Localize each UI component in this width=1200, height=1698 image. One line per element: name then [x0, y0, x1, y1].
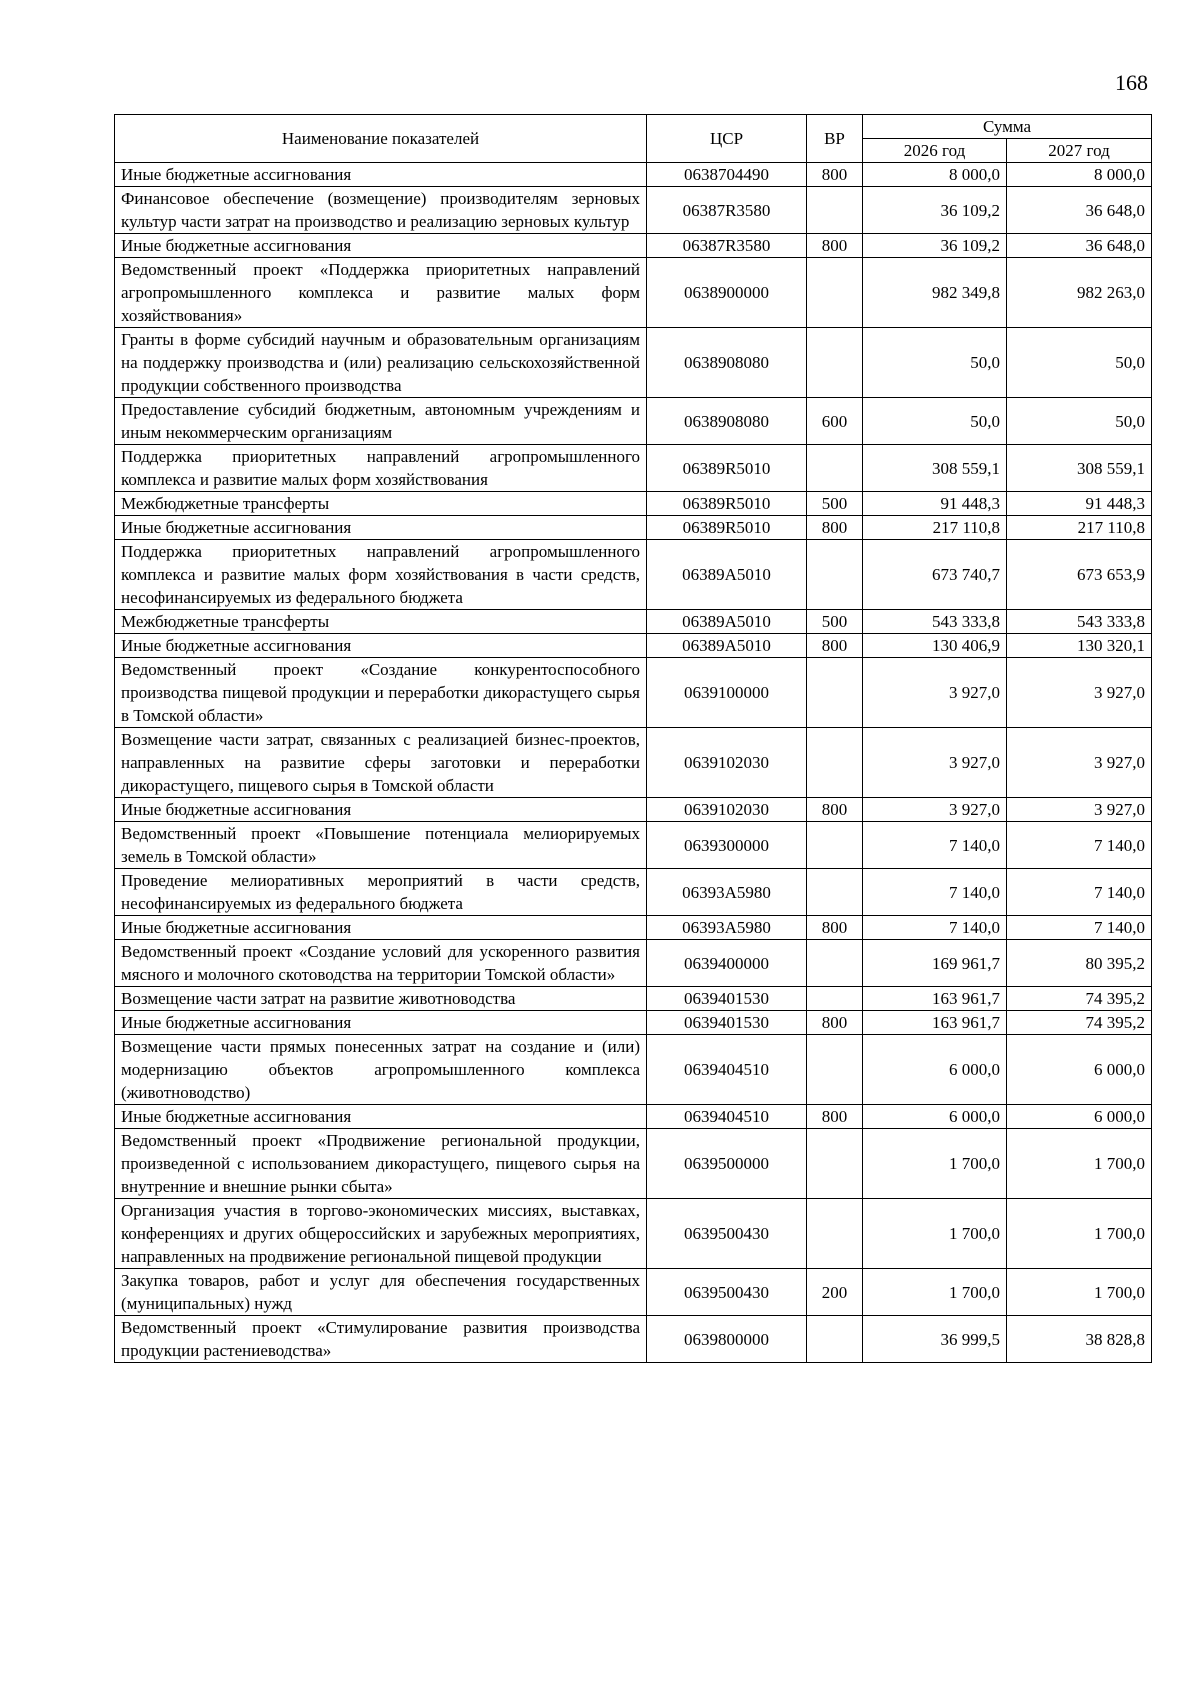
cell-2026: 3 927,0: [863, 798, 1007, 822]
cell-name: Иные бюджетные ассигнования: [115, 634, 647, 658]
header-vr: ВР: [807, 115, 863, 163]
table-row: [115, 940, 1152, 987]
cell-csr: 06389R5010: [647, 445, 807, 492]
table-row: [115, 398, 1152, 445]
cell-vr: [807, 658, 863, 728]
cell-vr: [807, 987, 863, 1011]
cell-csr: 0639400000: [647, 940, 807, 987]
cell-name: Гранты в форме субсидий научным и образовательным организациям на поддержку производства и (или) реализацию сельскохозяйственной продукции собственного производства: [115, 328, 647, 398]
cell-2027: 1 700,0: [1007, 1129, 1152, 1199]
cell-name: Иные бюджетные ассигнования: [115, 1105, 647, 1129]
cell-csr: 06389R5010: [647, 516, 807, 540]
cell-2026: 1 700,0: [863, 1199, 1007, 1269]
cell-name: Предоставление субсидий бюджетным, автономным учреждениям и иным некоммерческим организациям: [115, 398, 647, 445]
cell-2026: 3 927,0: [863, 658, 1007, 728]
cell-csr: 0639404510: [647, 1035, 807, 1105]
header-name: Наименование показателей: [115, 115, 647, 163]
cell-vr: 800: [807, 1011, 863, 1035]
cell-2026: 163 961,7: [863, 987, 1007, 1011]
table-row: [115, 798, 1152, 822]
table-row: [115, 869, 1152, 916]
cell-2026: 217 110,8: [863, 516, 1007, 540]
table-body: [115, 163, 1152, 1363]
cell-2026: 6 000,0: [863, 1105, 1007, 1129]
cell-csr: 06389A5010: [647, 634, 807, 658]
cell-2027: 50,0: [1007, 328, 1152, 398]
table-row: [115, 516, 1152, 540]
header-year-2027: 2027 год: [1007, 139, 1152, 163]
cell-csr: 0639100000: [647, 658, 807, 728]
table-row: [115, 1316, 1152, 1363]
cell-2026: 7 140,0: [863, 916, 1007, 940]
cell-csr: 0638900000: [647, 258, 807, 328]
cell-csr: 0639102030: [647, 798, 807, 822]
cell-2027: 217 110,8: [1007, 516, 1152, 540]
cell-vr: [807, 728, 863, 798]
cell-2026: 1 700,0: [863, 1269, 1007, 1316]
cell-vr: [807, 445, 863, 492]
cell-name: Ведомственный проект «Повышение потенциала мелиорируемых земель в Томской области»: [115, 822, 647, 869]
cell-2026: 50,0: [863, 328, 1007, 398]
cell-vr: 500: [807, 610, 863, 634]
cell-2026: 169 961,7: [863, 940, 1007, 987]
cell-name: Межбюджетные трансферты: [115, 610, 647, 634]
cell-name: Иные бюджетные ассигнования: [115, 798, 647, 822]
table-row: [115, 234, 1152, 258]
cell-csr: 0638908080: [647, 398, 807, 445]
cell-name: Иные бюджетные ассигнования: [115, 516, 647, 540]
cell-2027: 308 559,1: [1007, 445, 1152, 492]
cell-vr: [807, 1316, 863, 1363]
cell-csr: 0639401530: [647, 987, 807, 1011]
table-row: [115, 634, 1152, 658]
cell-name: Иные бюджетные ассигнования: [115, 234, 647, 258]
cell-vr: [807, 822, 863, 869]
cell-2027: 7 140,0: [1007, 822, 1152, 869]
cell-2026: 91 448,3: [863, 492, 1007, 516]
cell-2026: 673 740,7: [863, 540, 1007, 610]
cell-2026: 3 927,0: [863, 728, 1007, 798]
cell-csr: 0639401530: [647, 1011, 807, 1035]
cell-2026: 1 700,0: [863, 1129, 1007, 1199]
cell-2027: 91 448,3: [1007, 492, 1152, 516]
cell-2027: 1 700,0: [1007, 1269, 1152, 1316]
cell-2027: 7 140,0: [1007, 916, 1152, 940]
cell-csr: 06389A5010: [647, 540, 807, 610]
cell-2027: 7 140,0: [1007, 869, 1152, 916]
cell-2027: 982 263,0: [1007, 258, 1152, 328]
cell-2027: 3 927,0: [1007, 728, 1152, 798]
cell-name: Возмещение части затрат на развитие животноводства: [115, 987, 647, 1011]
cell-name: Ведомственный проект «Стимулирование развития производства продукции растениеводства»: [115, 1316, 647, 1363]
cell-2026: 7 140,0: [863, 869, 1007, 916]
cell-2026: 982 349,8: [863, 258, 1007, 328]
cell-2027: 36 648,0: [1007, 234, 1152, 258]
cell-csr: 0639404510: [647, 1105, 807, 1129]
cell-2027: 6 000,0: [1007, 1035, 1152, 1105]
cell-2027: 80 395,2: [1007, 940, 1152, 987]
cell-vr: 800: [807, 916, 863, 940]
cell-csr: 06389R5010: [647, 492, 807, 516]
cell-vr: [807, 1035, 863, 1105]
cell-2027: 1 700,0: [1007, 1199, 1152, 1269]
cell-name: Ведомственный проект «Создание условий для ускоренного развития мясного и молочного скотоводства на территории Томской области»: [115, 940, 647, 987]
cell-2027: 38 828,8: [1007, 1316, 1152, 1363]
cell-vr: [807, 869, 863, 916]
table-row: [115, 1105, 1152, 1129]
header-sum: Сумма: [863, 115, 1152, 139]
cell-name: Возмещение части прямых понесенных затрат на создание и (или) модернизацию объектов агропромышленного комплекса (животноводство): [115, 1035, 647, 1105]
cell-2026: 308 559,1: [863, 445, 1007, 492]
table-row: [115, 987, 1152, 1011]
header-year-2026: 2026 год: [863, 139, 1007, 163]
table-row: [115, 1199, 1152, 1269]
cell-name: Ведомственный проект «Поддержка приоритетных направлений агропромышленного комплекса и развитие малых форм хозяйствования»: [115, 258, 647, 328]
cell-vr: [807, 258, 863, 328]
cell-vr: [807, 1199, 863, 1269]
cell-csr: 0639800000: [647, 1316, 807, 1363]
cell-vr: 800: [807, 1105, 863, 1129]
table-row: [115, 492, 1152, 516]
cell-csr: 0639500000: [647, 1129, 807, 1199]
cell-csr: 0638908080: [647, 328, 807, 398]
table-header: [115, 115, 1152, 163]
cell-vr: 200: [807, 1269, 863, 1316]
table-row: [115, 1011, 1152, 1035]
cell-csr: 06389A5010: [647, 610, 807, 634]
cell-name: Ведомственный проект «Продвижение региональной продукции, произведенной с использованием дикорастущего, пищевого сырья на внутренние и внешние рынки сбыта»: [115, 1129, 647, 1199]
cell-2026: 36 109,2: [863, 187, 1007, 234]
cell-2027: 3 927,0: [1007, 658, 1152, 728]
table-row: [115, 1269, 1152, 1316]
cell-2027: 543 333,8: [1007, 610, 1152, 634]
cell-2027: 8 000,0: [1007, 163, 1152, 187]
cell-2027: 6 000,0: [1007, 1105, 1152, 1129]
cell-name: Иные бюджетные ассигнования: [115, 163, 647, 187]
cell-vr: 600: [807, 398, 863, 445]
cell-name: Межбюджетные трансферты: [115, 492, 647, 516]
table-row: [115, 187, 1152, 234]
cell-vr: [807, 328, 863, 398]
table-row: [115, 728, 1152, 798]
cell-2026: 8 000,0: [863, 163, 1007, 187]
cell-csr: 06387R3580: [647, 187, 807, 234]
cell-name: Иные бюджетные ассигнования: [115, 916, 647, 940]
cell-2027: 673 653,9: [1007, 540, 1152, 610]
table-row: [115, 658, 1152, 728]
cell-2026: 36 999,5: [863, 1316, 1007, 1363]
cell-vr: [807, 540, 863, 610]
cell-csr: 0639500430: [647, 1269, 807, 1316]
cell-2027: 36 648,0: [1007, 187, 1152, 234]
cell-name: Ведомственный проект «Создание конкурентоспособного производства пищевой продукции и переработки дикорастущего сырья в Томской области»: [115, 658, 647, 728]
table-row: [115, 258, 1152, 328]
cell-csr: 0638704490: [647, 163, 807, 187]
cell-2026: 543 333,8: [863, 610, 1007, 634]
cell-2027: 50,0: [1007, 398, 1152, 445]
cell-csr: 06393A5980: [647, 869, 807, 916]
cell-vr: 800: [807, 798, 863, 822]
cell-name: Финансовое обеспечение (возмещение) производителям зерновых культур части затрат на производство и реализацию зерновых культур: [115, 187, 647, 234]
cell-name: Организация участия в торгово-экономических миссиях, выставках, конференциях и других общероссийских и зарубежных мероприятиях, направленных на продвижение региональной пищевой продукции: [115, 1199, 647, 1269]
cell-2027: 3 927,0: [1007, 798, 1152, 822]
cell-2027: 74 395,2: [1007, 1011, 1152, 1035]
header-csr: ЦСР: [647, 115, 807, 163]
table-row: [115, 163, 1152, 187]
cell-vr: 800: [807, 163, 863, 187]
table-row: [115, 328, 1152, 398]
table-row: [115, 822, 1152, 869]
cell-vr: 500: [807, 492, 863, 516]
table-row: [115, 610, 1152, 634]
budget-table: [114, 114, 1152, 1363]
table-row: [115, 540, 1152, 610]
table-row: [115, 916, 1152, 940]
cell-name: Проведение мелиоративных мероприятий в части средств, несофинансируемых из федерального бюджета: [115, 869, 647, 916]
cell-name: Поддержка приоритетных направлений агропромышленного комплекса и развитие малых форм хозяйствования: [115, 445, 647, 492]
cell-vr: [807, 187, 863, 234]
cell-2026: 130 406,9: [863, 634, 1007, 658]
cell-vr: [807, 940, 863, 987]
cell-2026: 6 000,0: [863, 1035, 1007, 1105]
table-row: [115, 445, 1152, 492]
cell-vr: [807, 1129, 863, 1199]
cell-2026: 7 140,0: [863, 822, 1007, 869]
cell-name: Поддержка приоритетных направлений агропромышленного комплекса и развитие малых форм хозяйствования в части средств, несофинансируемых из федерального бюджета: [115, 540, 647, 610]
cell-2026: 36 109,2: [863, 234, 1007, 258]
cell-vr: 800: [807, 634, 863, 658]
cell-csr: 0639500430: [647, 1199, 807, 1269]
cell-csr: 06387R3580: [647, 234, 807, 258]
cell-name: Иные бюджетные ассигнования: [115, 1011, 647, 1035]
cell-2026: 50,0: [863, 398, 1007, 445]
table-row: [115, 1129, 1152, 1199]
cell-csr: 06393A5980: [647, 916, 807, 940]
page-number: 168: [1115, 70, 1148, 95]
cell-csr: 0639102030: [647, 728, 807, 798]
cell-csr: 0639300000: [647, 822, 807, 869]
cell-2027: 130 320,1: [1007, 634, 1152, 658]
cell-2027: 74 395,2: [1007, 987, 1152, 1011]
cell-name: Возмещение части затрат, связанных с реализацией бизнес-проектов, направленных на развитие сферы заготовки и переработки дикорастущего, пищевого сырья в Томской области: [115, 728, 647, 798]
cell-2026: 163 961,7: [863, 1011, 1007, 1035]
table-row: [115, 1035, 1152, 1105]
cell-vr: 800: [807, 234, 863, 258]
cell-vr: 800: [807, 516, 863, 540]
cell-name: Закупка товаров, работ и услуг для обеспечения государственных (муниципальных) нужд: [115, 1269, 647, 1316]
